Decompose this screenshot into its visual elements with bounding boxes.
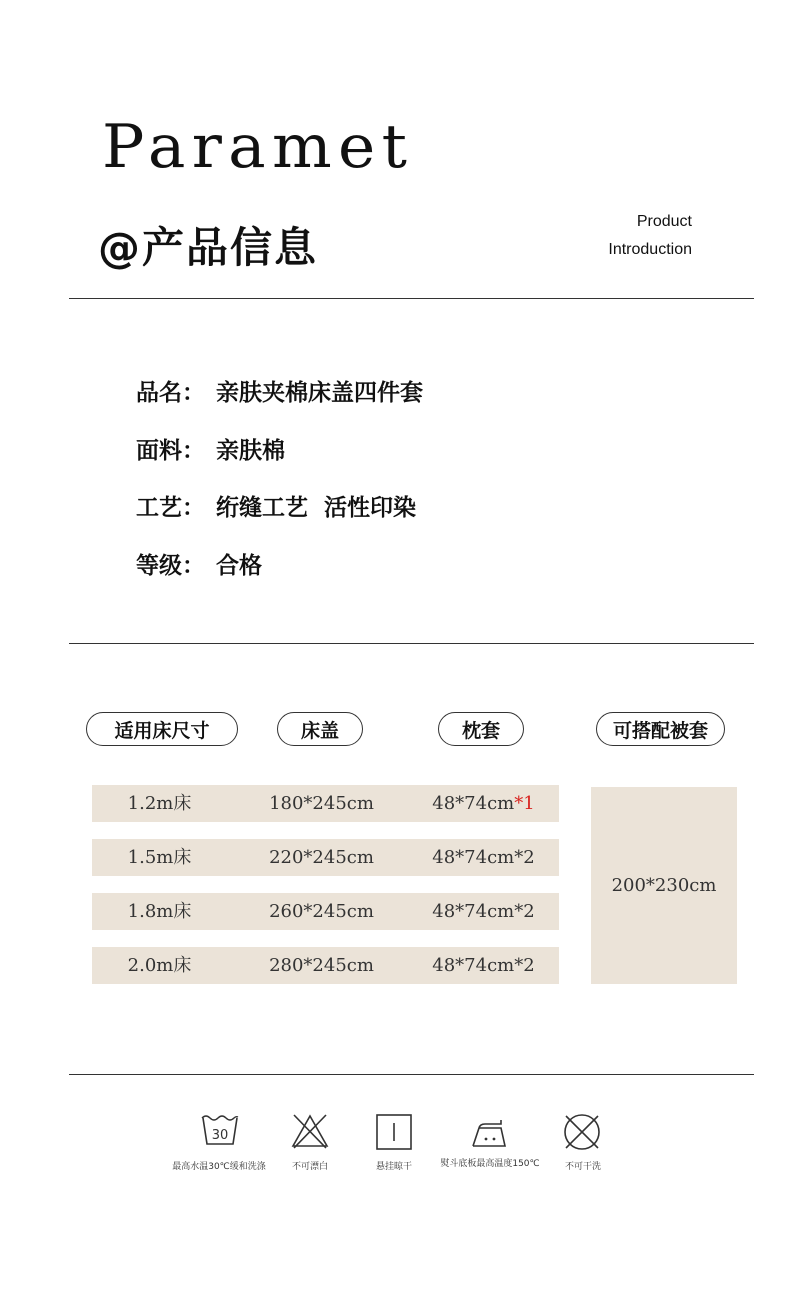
info-value: 亲肤夹棉床盖四件套 (216, 380, 423, 406)
intro-line-1: Product (636, 213, 692, 230)
header-bed-size: 适用床尺寸 (86, 712, 238, 746)
cell-bed-size: 2.0m床 (127, 955, 192, 976)
care-label-wash: 最高水温30℃缓和洗涤 (172, 1162, 266, 1172)
intro-line-2: Introduction (608, 241, 692, 258)
cell-bedspread: 260*245cm (269, 901, 374, 922)
pillow-size: 48*74cm (432, 901, 515, 922)
info-label: 面料： (136, 438, 205, 464)
info-label: 等级： (136, 553, 205, 579)
pillow-qty: *1 (514, 793, 535, 814)
cell-duvet-cover (591, 787, 737, 984)
hang-dry-icon (373, 1112, 415, 1154)
care-label-hang-dry: 悬挂晾干 (375, 1162, 412, 1172)
info-label: 品名： (136, 380, 205, 406)
duvet-size: 200*230cm (611, 875, 717, 896)
pillow-size: 48*74cm (432, 847, 515, 868)
info-row-fabric (136, 440, 285, 463)
cell-pillowcase (412, 893, 555, 930)
iron-low-icon (469, 1112, 511, 1154)
cell-bed-size: 1.5m床 (127, 847, 192, 868)
info-row-grade (136, 555, 262, 578)
cell-pillowcase (412, 947, 555, 984)
info-row-name (136, 382, 423, 405)
no-bleach-icon (289, 1112, 331, 1154)
info-value: 绗缝工艺 活性印染 (216, 495, 417, 521)
cell-pillowcase (412, 785, 555, 822)
no-dry-clean-icon (561, 1112, 603, 1154)
info-row-craft (136, 497, 416, 520)
pillow-qty: *2 (514, 901, 535, 922)
cell-bedspread: 220*245cm (269, 847, 374, 868)
divider (69, 643, 754, 644)
pillow-qty: *2 (514, 847, 535, 868)
cell-pillowcase (412, 839, 555, 876)
care-label-no-dry-clean: 不可干洗 (564, 1162, 601, 1172)
title-chinese: @产品信息 (98, 223, 319, 272)
cell-bedspread: 280*245cm (269, 955, 374, 976)
cell-bed-size: 1.2m床 (127, 793, 192, 814)
wash-30-icon (199, 1112, 241, 1154)
pillow-size: 48*74cm (432, 955, 515, 976)
product-introduction-label (608, 208, 692, 264)
header-pillowcase: 枕套 (438, 712, 524, 746)
info-value: 亲肤棉 (216, 438, 285, 464)
cell-bed-size: 1.8m床 (127, 901, 192, 922)
care-label-iron: 熨斗底板最高温度150℃ (440, 1159, 540, 1169)
header-duvet-cover: 可搭配被套 (596, 712, 725, 746)
wash-temp-text: 30 (211, 1128, 229, 1143)
care-label-no-bleach: 不可漂白 (291, 1162, 328, 1172)
divider (69, 1074, 754, 1075)
title-english: Paramet (102, 112, 414, 182)
header-bedspread: 床盖 (277, 712, 363, 746)
info-label: 工艺： (136, 495, 205, 521)
pillow-size: 48*74cm (432, 793, 515, 814)
info-value: 合格 (216, 553, 262, 579)
cell-bedspread: 180*245cm (269, 793, 374, 814)
pillow-qty: *2 (514, 955, 535, 976)
divider (69, 298, 754, 299)
